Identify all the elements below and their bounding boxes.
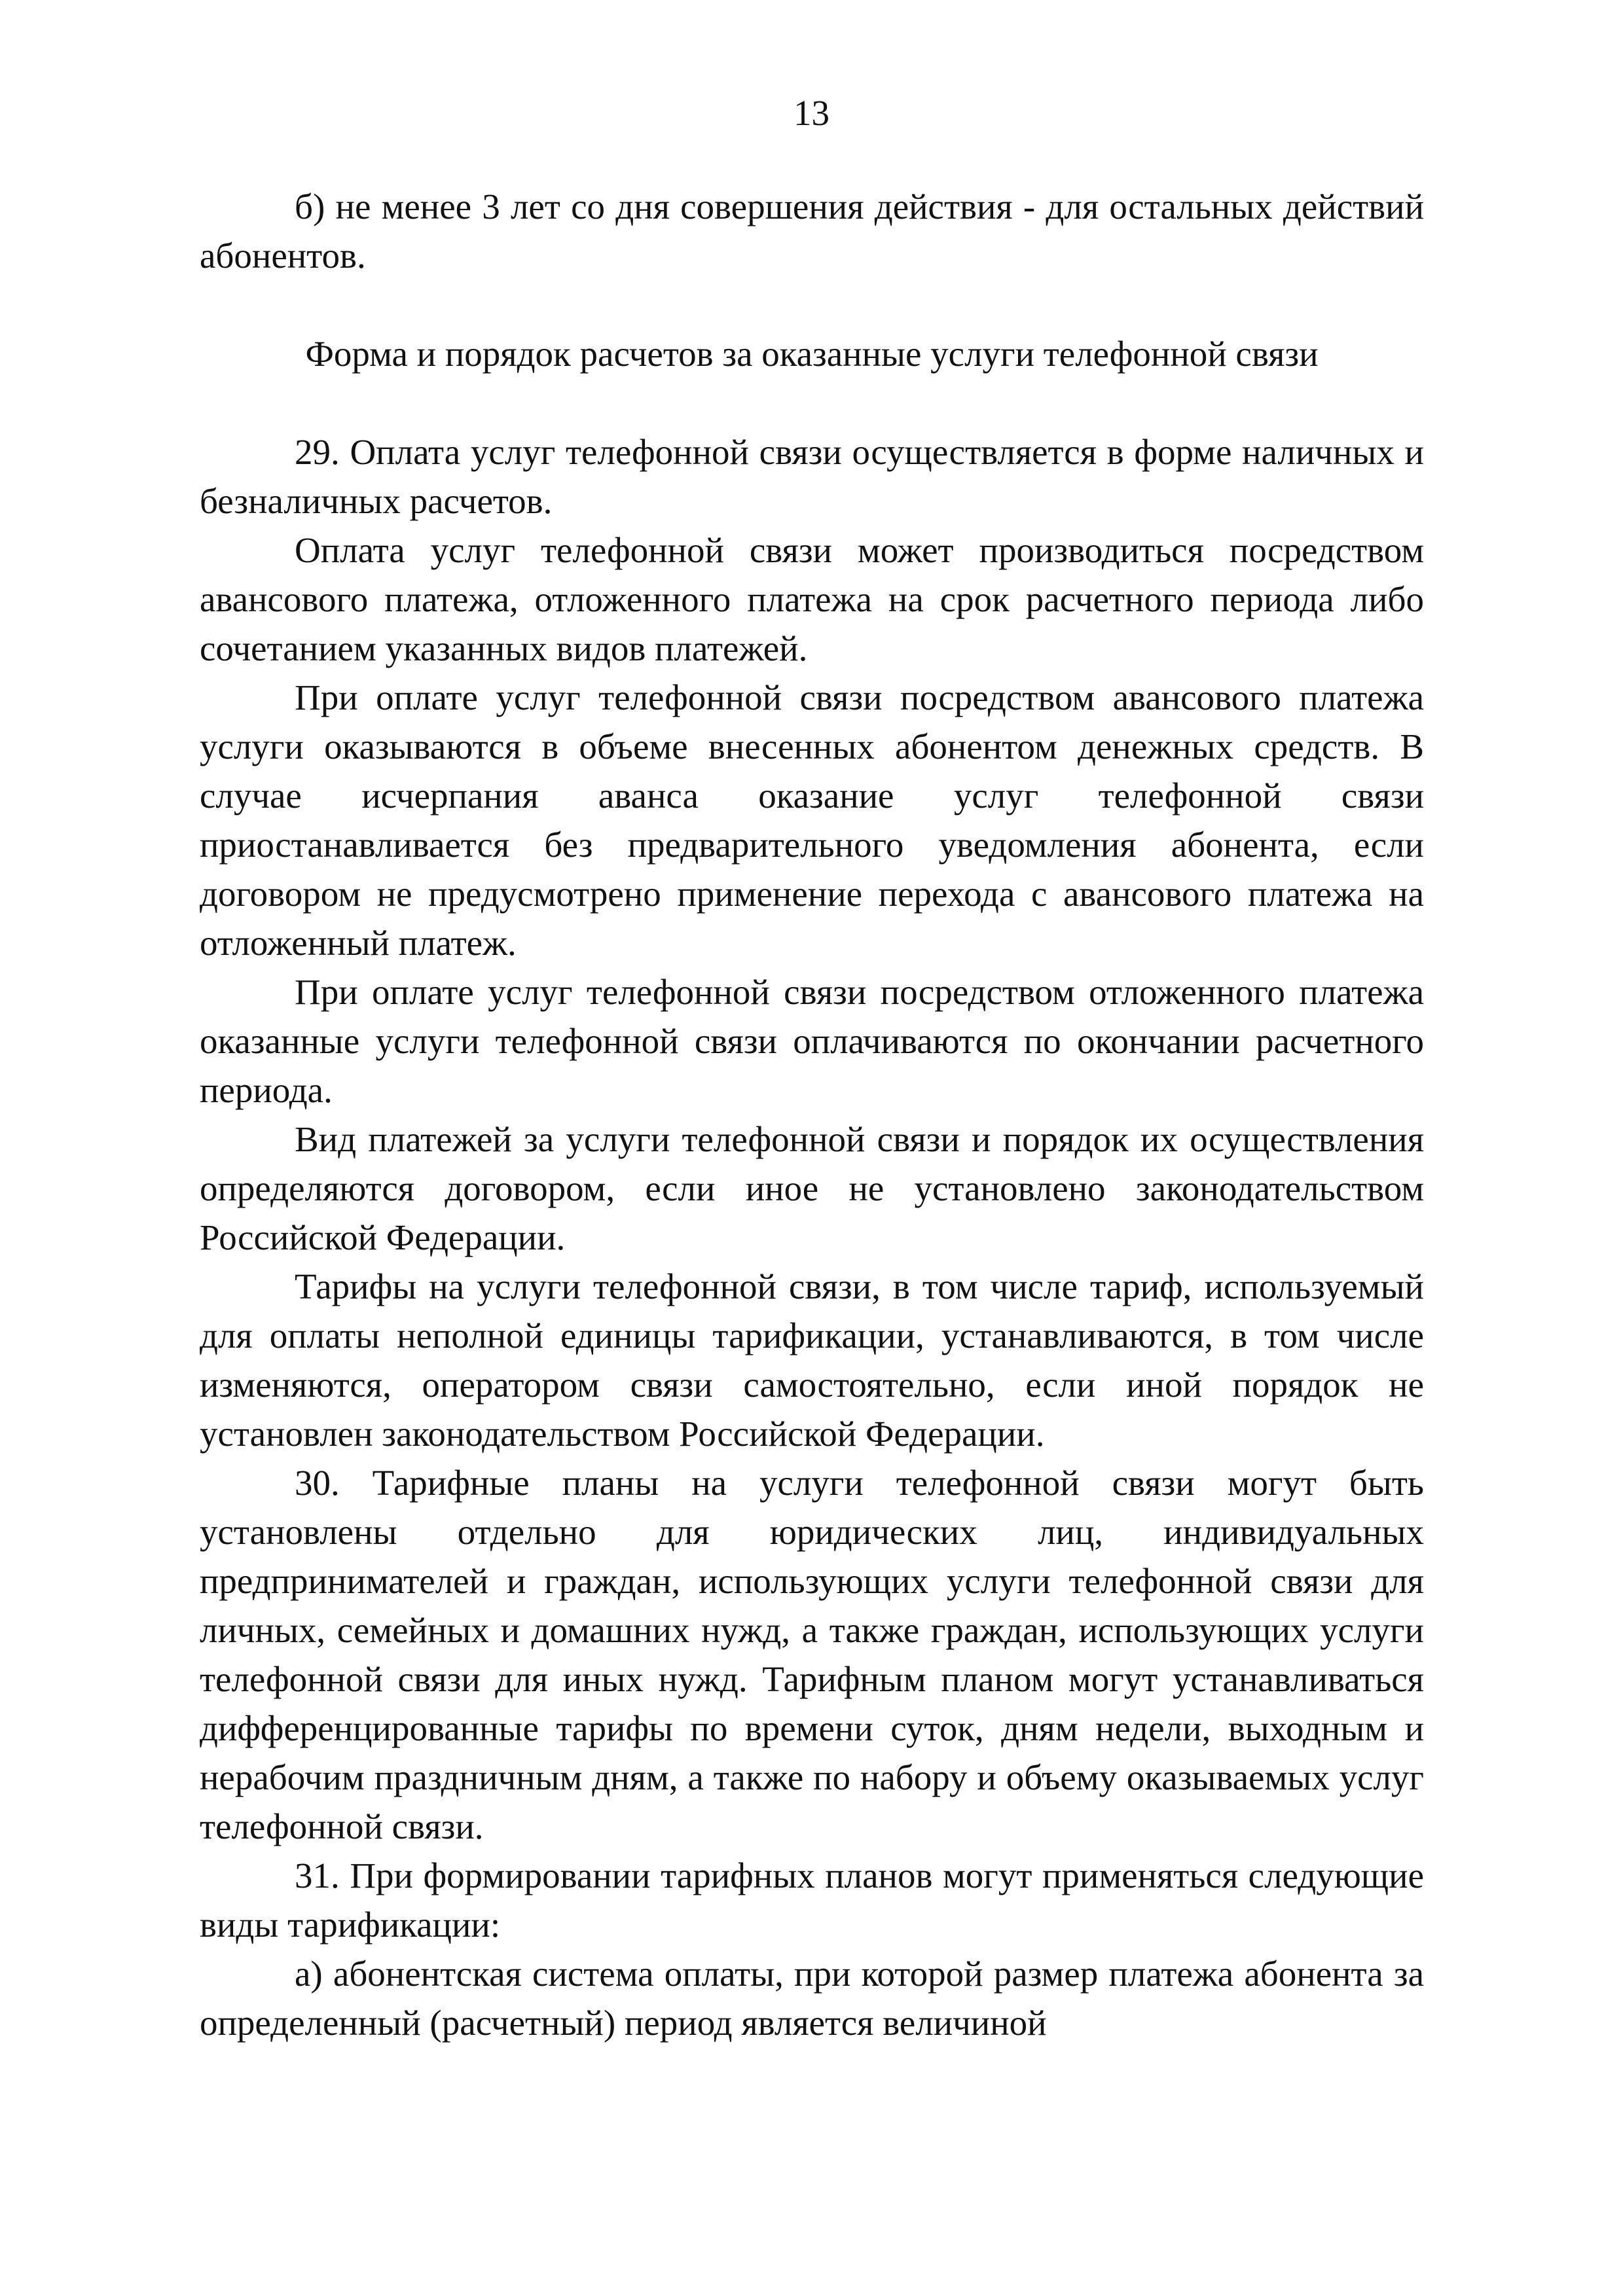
document-body bbox=[200, 182, 1424, 2047]
paragraph-advance-payment: При оплате услуг телефонной связи посредством авансового платежа услуги оказываются в объеме внесенных абонентом денежных средств. В случае исчерпания аванса оказание услуг телефонной связи приостанавливается без предварительного уведомления абонента, если договором не предусмотрено применение перехода с авансового платежа на отложенный платеж. bbox=[200, 677, 1424, 963]
paragraph-deferred-payment: При оплате услуг телефонной связи посредством отложенного платежа оказанные услуги телефонной связи оплачиваются по окончании расчетного периода. bbox=[200, 972, 1424, 1110]
paragraph-b-retention: б) не менее 3 лет со дня совершения действия - для остальных действий абонентов. bbox=[200, 187, 1424, 276]
page-number: 13 bbox=[793, 93, 830, 133]
paragraph-31-a: а) абонентская система оплаты, при которой размер платежа абонента за определенный (расчетный) период является величиной bbox=[200, 1954, 1424, 2043]
paragraph-29: 29. Оплата услуг телефонной связи осуществляется в форме наличных и безналичных расчетов. bbox=[200, 432, 1424, 521]
section-heading: Форма и порядок расчетов за оказанные услуги телефонной связи bbox=[305, 334, 1319, 374]
paragraph-payment-methods: Оплата услуг телефонной связи может производиться посредством авансового платежа, отложенного платежа на срок расчетного периода либо сочетанием указанных видов платежей. bbox=[200, 530, 1424, 668]
paragraph-31: 31. При формировании тарифных планов могут применяться следующие виды тарификации: bbox=[200, 1856, 1424, 1945]
paragraph-tariffs: Тарифы на услуги телефонной связи, в том числе тариф, используемый для оплаты неполной единицы тарификации, устанавливаются, в том числе изменяются, оператором связи самостоятельно, если иной порядок не установлен законодательством Российской Федерации. bbox=[200, 1266, 1424, 1454]
paragraph-30: 30. Тарифные планы на услуги телефонной связи могут быть установлены отдельно для юридических лиц, индивидуальных предпринимателей и граждан, использующих услуги телефонной связи для личных, семейных и домашних нужд, а также граждан, использующих услуги телефонной связи для иных нужд. Тарифным планом могут устанавливаться дифференцированные тарифы по времени суток, дням недели, выходным и нерабочим праздничным дням, а также по набору и объему оказываемых услуг телефонной связи. bbox=[200, 1463, 1424, 1846]
paragraph-payment-types: Вид платежей за услуги телефонной связи и порядок их осуществления определяются договором, если иное не установлено законодательством Российской Федерации. bbox=[200, 1119, 1424, 1257]
